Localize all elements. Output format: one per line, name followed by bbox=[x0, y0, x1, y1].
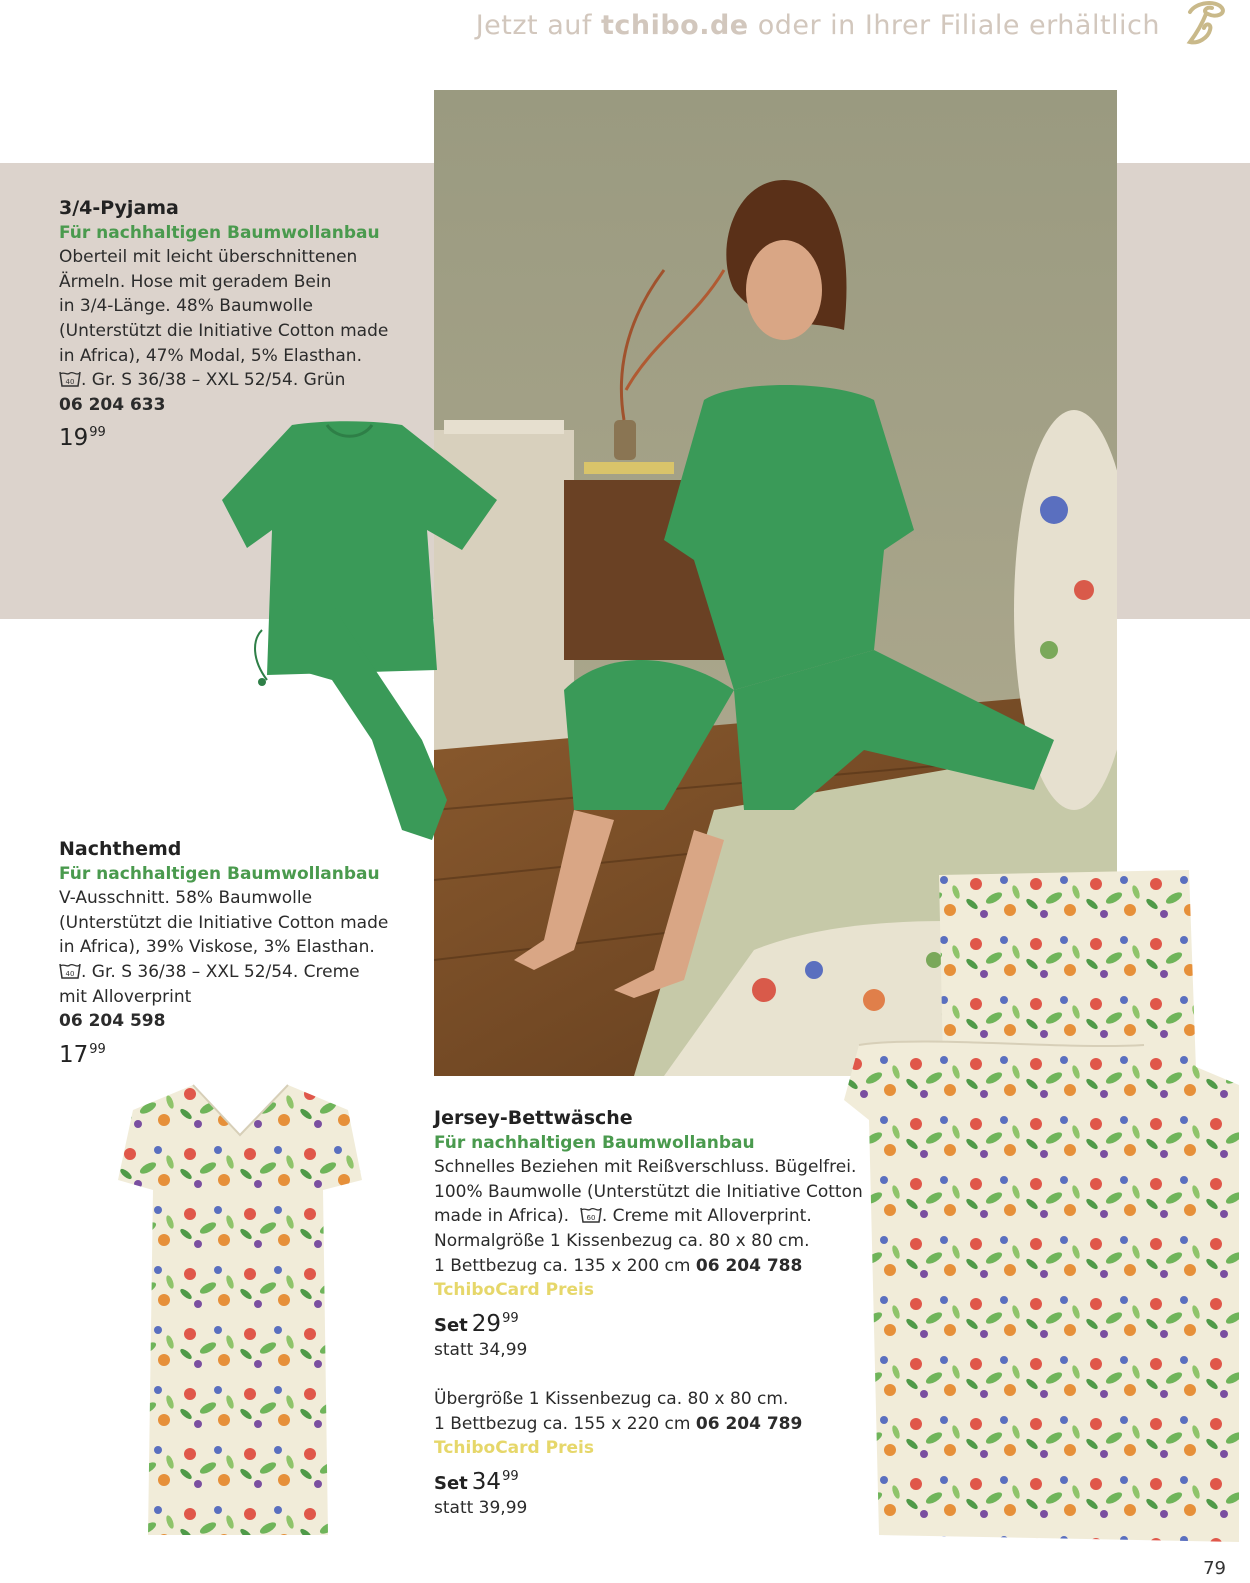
nightdress-desc-2: (Unterstützt die Initiative Cotton made bbox=[59, 912, 389, 933]
pyjama-product-image bbox=[222, 420, 507, 850]
bedding-normal-1: Normalgröße 1 Kissenbezug ca. 80 x 80 cm. bbox=[434, 1230, 810, 1251]
bedding-over-was: statt 39,99 bbox=[434, 1498, 528, 1519]
bedding-over-1: Übergröße 1 Kissenbezug ca. 80 x 80 cm. bbox=[434, 1388, 789, 1409]
bedding-normal-size: 1 Bettbezug ca. 135 x 200 cm bbox=[434, 1255, 696, 1276]
header-brand: tchibo.de bbox=[600, 10, 749, 41]
page-number: 79 bbox=[1203, 1558, 1226, 1579]
bedding-over-price-cents: 99 bbox=[502, 1468, 519, 1484]
bedding-normal-was: statt 34,99 bbox=[434, 1340, 528, 1361]
nightdress-desc-1: V-Ausschnitt. 58% Baumwolle bbox=[59, 888, 313, 909]
pyjama-price-main: 19 bbox=[59, 425, 89, 452]
header-tagline[interactable] bbox=[476, 10, 1160, 41]
nightdress-size-line bbox=[59, 960, 399, 985]
bedding-desc-3b: . Creme mit Alloverprint. bbox=[601, 1206, 812, 1227]
bedding-normal-article: 06 204 788 bbox=[695, 1255, 803, 1276]
bedding-over-set: Set bbox=[434, 1472, 468, 1494]
nightdress-product-image bbox=[118, 1080, 362, 1540]
nightdress-desc-3: in Africa), 39% Viskose, 3% Elasthan. bbox=[59, 937, 375, 958]
bedding-over-price bbox=[434, 1465, 864, 1497]
nightdress-article: 06 204 598 bbox=[59, 1011, 166, 1032]
nightdress-price bbox=[59, 1038, 399, 1068]
bedding-subtitle: Für nachhaltigen Baumwollanbau bbox=[434, 1132, 755, 1153]
svg-text:40: 40 bbox=[65, 378, 75, 387]
bedding-over-2 bbox=[434, 1412, 864, 1437]
bedding-over-price-main: 34 bbox=[471, 1468, 502, 1495]
pyjama-price-cents: 99 bbox=[89, 425, 106, 441]
bedding-normal-price-main: 29 bbox=[471, 1310, 502, 1337]
header-prefix: Jetzt auf bbox=[475, 10, 601, 41]
bedding-over-card-label: TchiboCard Preis bbox=[434, 1438, 594, 1459]
nightdress-price-cents: 99 bbox=[89, 1041, 106, 1057]
pyjama-size: . Gr. S 36/38 – XXL 52/54. Grün bbox=[81, 370, 346, 391]
pyjama-title: 3/4-Pyjama bbox=[59, 197, 179, 219]
nightdress-size-2: mit Alloverprint bbox=[59, 986, 192, 1007]
pyjama-desc-2: Ärmeln. Hose mit geradem Bein bbox=[59, 271, 332, 292]
pyjama-size-line bbox=[59, 368, 389, 393]
wash-60-icon bbox=[580, 1206, 602, 1224]
svg-text:60: 60 bbox=[586, 1214, 596, 1223]
bedding-desc-2: 100% Baumwolle (Unterstützt die Initiative Cotton bbox=[434, 1181, 863, 1202]
nightdress-price-main: 17 bbox=[59, 1041, 89, 1068]
bedding-desc-3 bbox=[434, 1204, 864, 1229]
bedding-over-size: 1 Bettbezug ca. 155 x 220 cm bbox=[434, 1413, 696, 1434]
bedding-normal-card-label: TchiboCard Preis bbox=[434, 1280, 594, 1301]
bedding-desc-3a: made in Africa). bbox=[434, 1206, 570, 1227]
nightdress-size: . Gr. S 36/38 – XXL 52/54. Creme bbox=[81, 961, 360, 982]
bedding-normal-set: Set bbox=[434, 1314, 468, 1336]
nightdress-subtitle: Für nachhaltigen Baumwollanbau bbox=[59, 863, 380, 884]
pyjama-article: 06 204 633 bbox=[59, 394, 166, 415]
wash-40-icon bbox=[59, 370, 81, 388]
pyjama-info bbox=[59, 196, 389, 451]
pyjama-desc-1: Oberteil mit leicht überschnittenen bbox=[59, 247, 358, 268]
nightdress-info bbox=[59, 837, 399, 1067]
pyjama-subtitle: Für nachhaltigen Baumwollanbau bbox=[59, 222, 380, 243]
bedding-product-image bbox=[844, 870, 1244, 1542]
bedding-info bbox=[434, 1106, 864, 1521]
pyjama-desc-3: in 3/4-Länge. 48% Baumwolle bbox=[59, 296, 313, 317]
nightdress-title: Nachthemd bbox=[59, 838, 182, 860]
header-suffix: oder in Ihrer Filiale erhältlich bbox=[748, 10, 1160, 41]
bedding-normal-2 bbox=[434, 1254, 864, 1279]
bedding-desc-1: Schnelles Beziehen mit Reißverschluss. Bügelfrei. bbox=[434, 1157, 857, 1178]
wash-40-icon bbox=[59, 962, 81, 980]
svg-text:40: 40 bbox=[65, 969, 75, 978]
spacer bbox=[434, 1363, 864, 1387]
pyjama-desc-5: in Africa), 47% Modal, 5% Elasthan. bbox=[59, 345, 362, 366]
bedding-normal-price bbox=[434, 1307, 864, 1339]
bedding-over-article: 06 204 789 bbox=[695, 1413, 803, 1434]
bedding-normal-price-cents: 99 bbox=[502, 1310, 519, 1326]
tchibo-logo-icon bbox=[1182, 0, 1228, 48]
pyjama-desc-4: (Unterstützt die Initiative Cotton made bbox=[59, 320, 389, 341]
bedding-title: Jersey-Bettwäsche bbox=[434, 1107, 633, 1129]
